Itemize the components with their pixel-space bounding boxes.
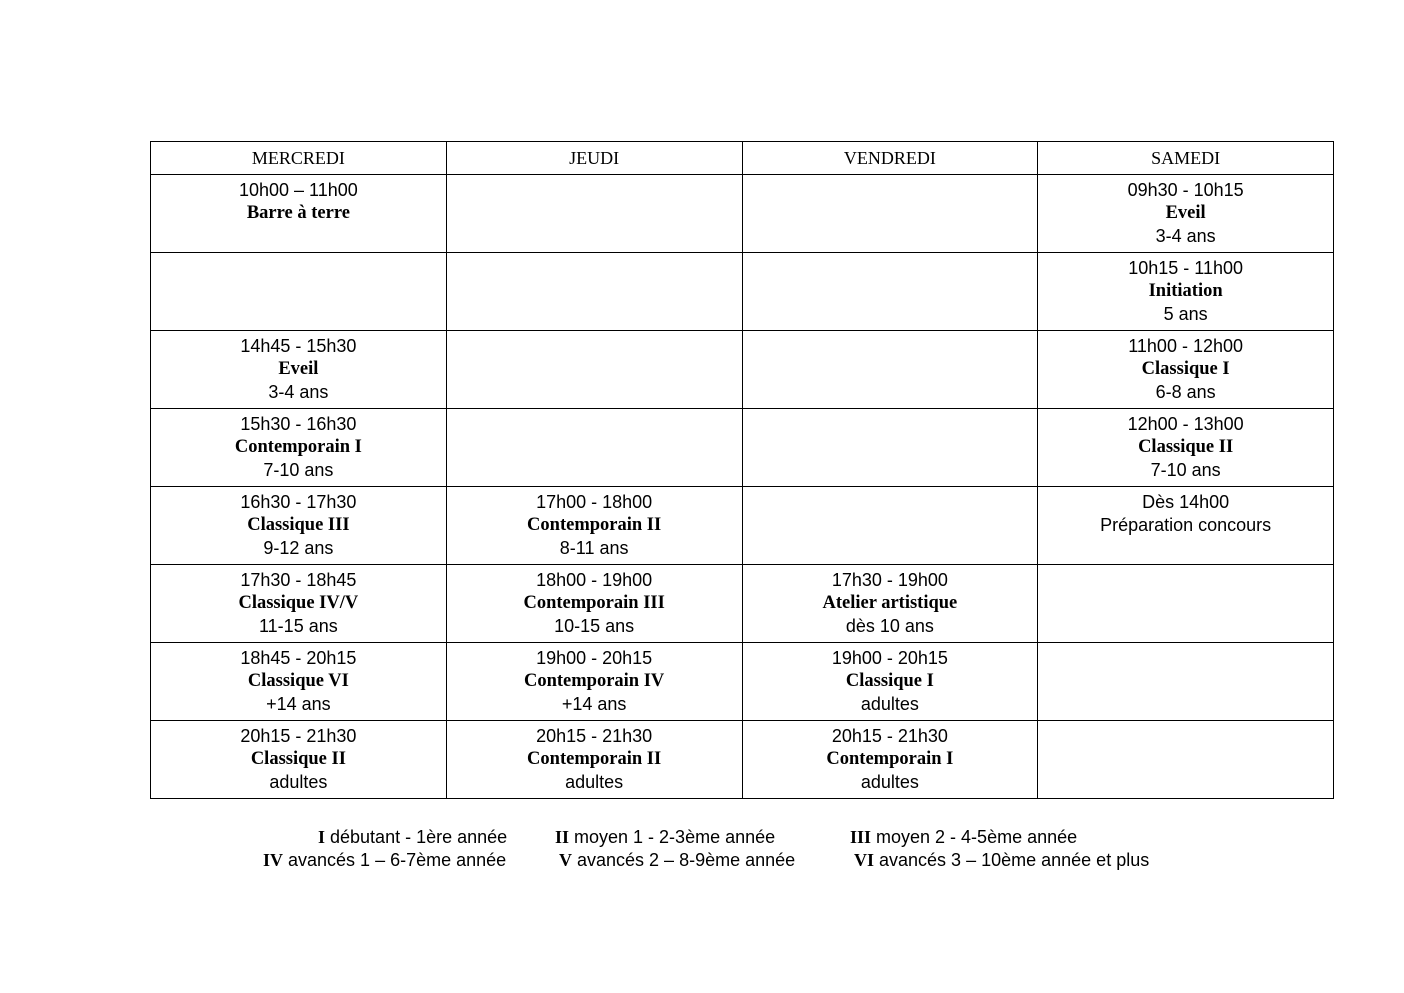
- slot-time: 19h00 - 20h15: [536, 648, 653, 668]
- slot-audience: 6-8 ans: [1155, 382, 1216, 402]
- slot-time: 17h30 - 19h00: [831, 570, 948, 590]
- slot-jeudi: [446, 721, 742, 799]
- legend-level: VI: [854, 850, 875, 870]
- slot-time: 11h00 - 12h00: [1128, 336, 1244, 356]
- slot-mercredi: [151, 721, 447, 799]
- slot-audience: Préparation concours: [1100, 515, 1272, 535]
- legend-description: avancés 1 – 6-7ème année: [283, 850, 507, 870]
- schedule-row: [151, 565, 1334, 643]
- day-header-vendredi: VENDREDI: [742, 142, 1038, 175]
- legend-item: [555, 826, 775, 849]
- slot-audience: adultes: [565, 772, 624, 792]
- slot-jeudi: [446, 409, 742, 487]
- slot-time: 20h15 - 21h30: [831, 726, 948, 746]
- slot-time: 17h30 - 18h45: [240, 570, 357, 590]
- slot-mercredi: [151, 175, 447, 253]
- slot-samedi: [1038, 487, 1334, 565]
- legend-level: III: [850, 827, 872, 847]
- slot-samedi: [1038, 175, 1334, 253]
- header-row: [151, 142, 1334, 175]
- slot-audience: dès 10 ans: [845, 616, 934, 636]
- legend-item: [263, 849, 506, 872]
- day-header-samedi: SAMEDI: [1038, 142, 1334, 175]
- slot-course: Contemporain II: [527, 749, 662, 769]
- legend-description: débutant - 1ère année: [325, 827, 508, 847]
- slot-audience: 7-10 ans: [263, 460, 334, 480]
- slot-course: Contemporain I: [234, 437, 362, 457]
- slot-time: 10h00 – 11h00: [238, 180, 358, 200]
- slot-time: Dès 14h00: [1142, 492, 1230, 512]
- slot-vendredi: [742, 643, 1038, 721]
- slot-course: Contemporain III: [523, 593, 665, 613]
- slot-samedi: [1038, 253, 1334, 331]
- slot-audience: +14 ans: [561, 694, 627, 714]
- slot-time: 09h30 - 10h15: [1127, 180, 1244, 200]
- slot-jeudi: [446, 331, 742, 409]
- slot-mercredi: [151, 565, 447, 643]
- slot-audience: adultes: [269, 772, 328, 792]
- slot-vendredi: [742, 175, 1038, 253]
- legend-level: IV: [263, 850, 284, 870]
- slot-course: Classique I: [1141, 359, 1230, 379]
- legend-item: [854, 849, 1149, 872]
- slot-vendredi: [742, 487, 1038, 565]
- slot-mercredi: [151, 487, 447, 565]
- slot-course: Contemporain II: [527, 515, 662, 535]
- schedule-row: [151, 175, 1334, 253]
- legend-description: moyen 1 - 2-3ème année: [569, 827, 776, 847]
- slot-samedi: [1038, 721, 1334, 799]
- legend-item: [850, 826, 1077, 849]
- slot-mercredi: [151, 643, 447, 721]
- schedule-body: [151, 175, 1334, 799]
- slot-audience: 11-15 ans: [259, 616, 338, 636]
- legend-level: V: [559, 850, 572, 870]
- slot-samedi: [1038, 331, 1334, 409]
- schedule-row: [151, 643, 1334, 721]
- slot-course: Contemporain I: [826, 749, 954, 769]
- slot-course: Barre à terre: [246, 203, 350, 223]
- slot-vendredi: [742, 331, 1038, 409]
- schedule-row: [151, 409, 1334, 487]
- slot-time: 20h15 - 21h30: [536, 726, 653, 746]
- legend-item: [318, 826, 507, 849]
- slot-jeudi: [446, 253, 742, 331]
- schedule-row: [151, 331, 1334, 409]
- schedule-row: [151, 253, 1334, 331]
- slot-audience: 8-11 ans: [559, 538, 629, 558]
- legend-item: [559, 849, 795, 872]
- slot-course: Atelier artistique: [822, 593, 958, 613]
- slot-jeudi: [446, 565, 742, 643]
- slot-audience: 3-4 ans: [268, 382, 329, 402]
- slot-audience: 3-4 ans: [1155, 226, 1216, 246]
- slot-course: Eveil: [1165, 203, 1206, 223]
- slot-samedi: [1038, 643, 1334, 721]
- slot-time: 18h45 - 20h15: [240, 648, 357, 668]
- slot-jeudi: [446, 643, 742, 721]
- slot-time: 12h00 - 13h00: [1127, 414, 1244, 434]
- slot-course: Classique III: [247, 515, 350, 535]
- slot-audience: 9-12 ans: [263, 538, 334, 558]
- slot-time: 16h30 - 17h30: [240, 492, 357, 512]
- slot-course: Classique II: [1138, 437, 1234, 457]
- slot-mercredi: [151, 253, 447, 331]
- day-header-jeudi: JEUDI: [446, 142, 742, 175]
- slot-samedi: [1038, 565, 1334, 643]
- slot-time: 10h15 - 11h00: [1128, 258, 1244, 278]
- slot-audience: 10-15 ans: [554, 616, 635, 636]
- slot-vendredi: [742, 565, 1038, 643]
- slot-audience: adultes: [860, 694, 919, 714]
- slot-time: 20h15 - 21h30: [240, 726, 357, 746]
- slot-course: Classique II: [250, 749, 346, 769]
- legend-description: moyen 2 - 4-5ème année: [871, 827, 1078, 847]
- slot-audience: +14 ans: [266, 694, 331, 714]
- slot-course: Classique IV/V: [238, 593, 359, 613]
- slot-course: Classique I: [845, 671, 934, 691]
- slot-vendredi: [742, 409, 1038, 487]
- slot-jeudi: [446, 175, 742, 253]
- legend-level: I: [318, 827, 326, 847]
- day-header-mercredi: MERCREDI: [151, 142, 447, 175]
- legend-description: avancés 3 – 10ème année et plus: [874, 850, 1150, 870]
- legend-description: avancés 2 – 8-9ème année: [572, 850, 796, 870]
- schedule-table: [150, 141, 1334, 799]
- schedule-row: [151, 721, 1334, 799]
- slot-vendredi: [742, 253, 1038, 331]
- slot-samedi: [1038, 409, 1334, 487]
- slot-time: 17h00 - 18h00: [536, 492, 653, 512]
- slot-mercredi: [151, 409, 447, 487]
- slot-course: Contemporain IV: [523, 671, 665, 691]
- slot-mercredi: [151, 331, 447, 409]
- slot-vendredi: [742, 721, 1038, 799]
- slot-time: 18h00 - 19h00: [536, 570, 653, 590]
- schedule-row: [151, 487, 1334, 565]
- slot-time: 14h45 - 15h30: [240, 336, 357, 356]
- slot-course: Eveil: [278, 359, 319, 379]
- slot-audience: 7-10 ans: [1150, 460, 1221, 480]
- legend-level: II: [555, 827, 570, 847]
- slot-time: 19h00 - 20h15: [831, 648, 948, 668]
- slot-jeudi: [446, 487, 742, 565]
- slot-time: 15h30 - 16h30: [240, 414, 357, 434]
- slot-course: Initiation: [1148, 281, 1223, 301]
- slot-course: Classique VI: [247, 671, 349, 691]
- slot-audience: 5 ans: [1163, 304, 1208, 324]
- slot-audience: adultes: [860, 772, 919, 792]
